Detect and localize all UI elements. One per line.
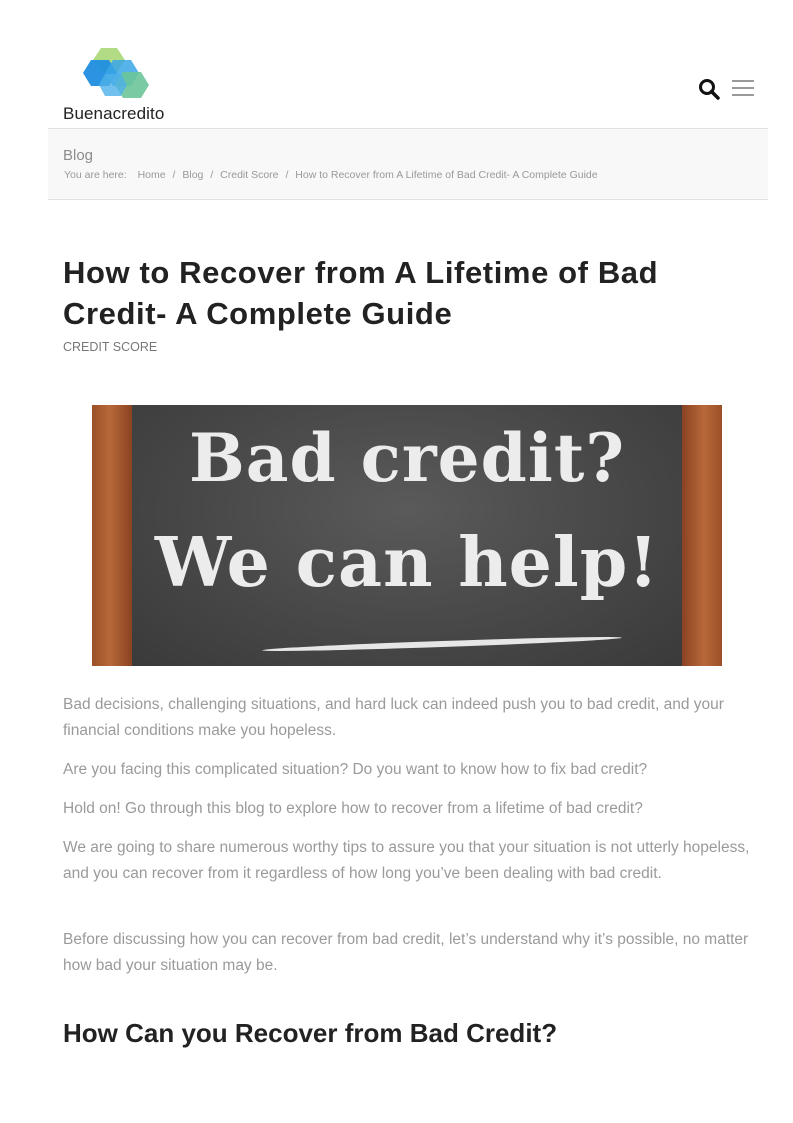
breadcrumb-credit-score[interactable]: Credit Score: [220, 169, 279, 181]
breadcrumb-separator: /: [172, 169, 176, 181]
hero-text-line2: We can help!: [154, 523, 660, 603]
paragraph: Bad decisions, challenging situations, and hard luck can indeed push you to bad credit, and your financial conditions make you hopeless.: [63, 696, 724, 739]
breadcrumb-prefix: You are here:: [64, 169, 127, 181]
breadcrumb-blog[interactable]: Blog: [182, 169, 204, 181]
paragraph: Before discussing how you can recover from bad credit, let’s understand why it’s possible, no matter how bad your situation may be.: [63, 931, 749, 974]
section-heading: How Can you Recover from Bad Credit?: [63, 1018, 558, 1048]
search-icon[interactable]: [698, 78, 720, 100]
breadcrumb-home[interactable]: Home: [137, 169, 166, 181]
title-bar: [48, 129, 768, 200]
hero-text-line1: Bad credit?: [188, 419, 625, 497]
breadcrumb-current: How to Recover from A Lifetime of Bad Credit- A Complete Guide: [295, 169, 598, 181]
paragraph: Are you facing this complicated situation? Do you want to know how to fix bad credit?: [63, 761, 648, 778]
paragraph: We are going to share numerous worthy tips to assure you that your situation is not utterly hopeless, and you can recover from it regardless of how long you’ve been dealing with bad credit.: [63, 839, 750, 882]
breadcrumb: [64, 169, 598, 181]
logo-text: Buenacredito: [63, 104, 165, 123]
breadcrumb-separator: /: [285, 169, 289, 181]
breadcrumb-separator: /: [210, 169, 214, 181]
post-title: How to Recover from A Lifetime of Bad Credit- A Complete Guide: [63, 255, 659, 331]
post-category-link[interactable]: CREDIT SCORE: [63, 340, 158, 354]
page-title[interactable]: Blog: [63, 147, 94, 164]
hamburger-menu-icon[interactable]: [732, 80, 754, 96]
site-logo[interactable]: [63, 46, 173, 124]
hero-image: [92, 405, 722, 666]
site-header: [48, 0, 768, 129]
paragraph: Hold on! Go through this blog to explore how to recover from a lifetime of bad credit?: [63, 800, 643, 817]
logo-hexagons-icon: [83, 46, 153, 98]
